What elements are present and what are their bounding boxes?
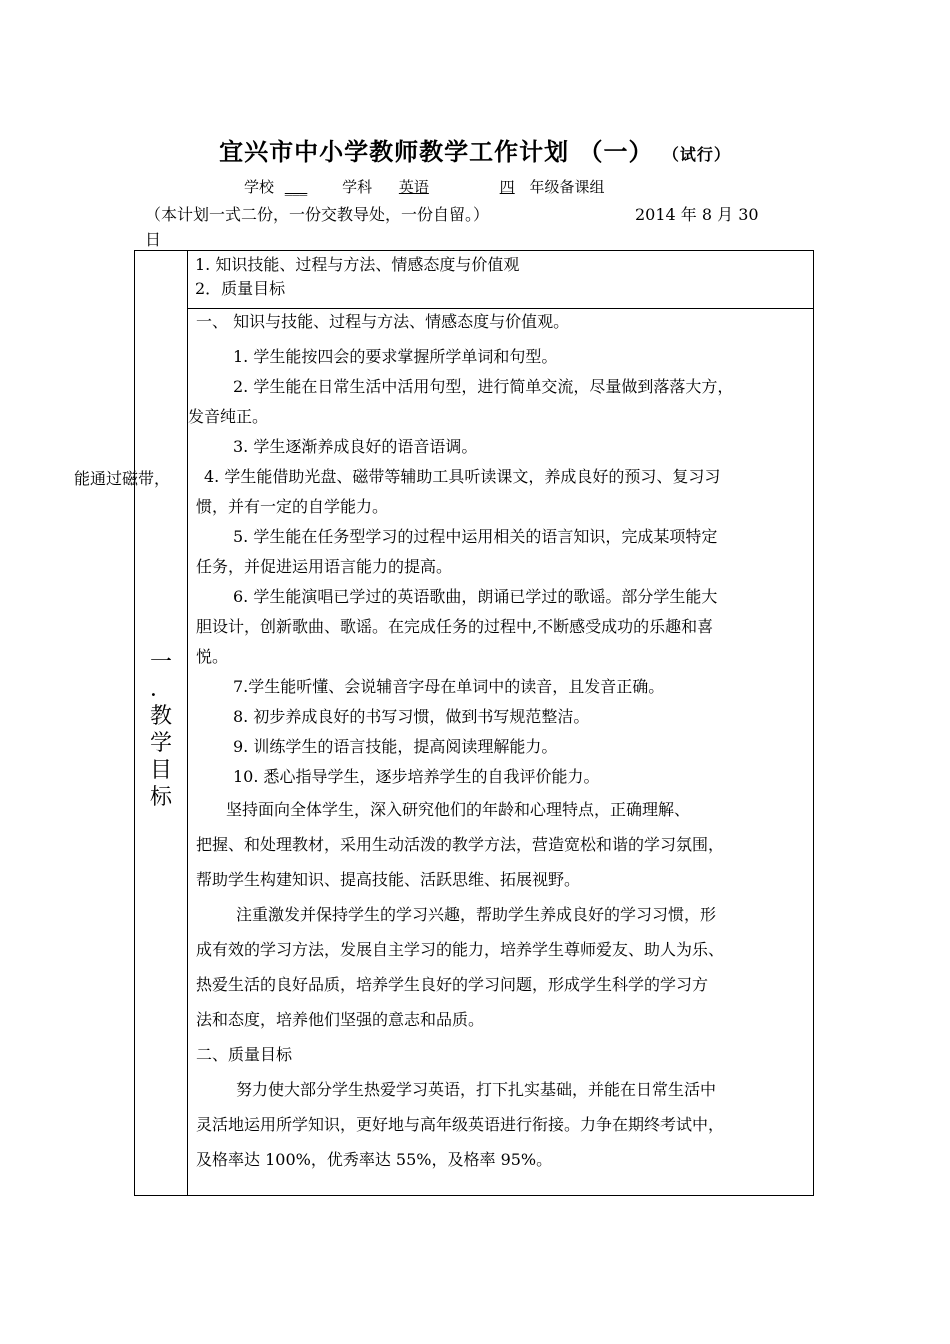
side-label-char: ． [149,677,172,702]
title-main: 宜兴市中小学教师教学工作计划 （一） [219,137,654,166]
header-line-2: 2．质量目标 [195,279,286,298]
paragraph-line: 及格率达 100%，优秀率达 55%，及格率 95%。 [196,1150,553,1169]
side-label-char: 教 [149,704,172,729]
list-item: 悦。 [196,647,229,666]
list-item: 5. 学生能在任务型学习的过程中运用相关的语言知识，完成某项特定 [233,527,718,546]
list-item: 任务，并促进运用语言能力的提高。 [196,557,453,576]
side-label-char: 标 [149,785,172,810]
side-label-char: 目 [149,758,172,783]
list-item: 6. 学生能演唱已学过的英语歌曲，朗诵已学过的歌谣。部分学生能大 [233,587,718,606]
school-value: ___ [284,178,308,196]
list-item: 4. 学生能借助光盘、磁带等辅助工具听读课文，养成良好的预习、复习习 [204,467,721,486]
paragraph-line: 努力使大部分学生热爱学习英语，打下扎实基础，并能在日常生活中 [236,1080,717,1099]
paragraph-line: 坚持面向全体学生，深入研究他们的年龄和心理特点，正确理解、 [226,800,691,819]
paragraph-line: 法和态度，培养他们坚强的意志和品质。 [196,1010,485,1029]
paragraph-line: 成有效的学习方法，发展自主学习的能力，培养学生尊师爱友、助人为乐、 [196,940,725,959]
title-sub: （试行） [662,145,731,164]
overflow-text: 能通过磁带， [74,469,171,488]
list-item: 10. 悉心指导学生，逐步培养学生的自我评价能力。 [233,767,600,786]
list-item: 7.学生能听懂、会说辅音字母在单词中的读音，且发音正确。 [233,677,665,696]
note-line [145,202,805,225]
list-item: 惯，并有一定的自学能力。 [196,497,389,516]
side-label-char: 学 [149,731,172,756]
side-label [143,649,179,811]
note-date: 2014 年 8 月 30 [635,205,759,224]
list-item: 9. 训练学生的语言技能，提高阅读理解能力。 [233,737,558,756]
paragraph-line: 注重激发并保持学生的学习兴趣，帮助学生养成良好的学习习惯，形 [236,905,717,924]
list-item: 胆设计，创新歌曲、歌谣。在完成任务的过程中,不断感受成功的乐趣和喜 [196,617,714,636]
note-day: 日 [145,230,162,249]
content-cell [188,307,810,1177]
list-item: 3. 学生逐渐养成良好的语音语调。 [233,437,478,456]
section2-title: 二、质量目标 [196,1045,293,1064]
section1-title: 一、 知识与技能、过程与方法、情感态度与价值观。 [196,312,570,331]
list-item: 2. 学生能在日常生活中活用句型，进行简单交流，尽量做到落落大方， [233,377,734,396]
side-label-char: 一 [149,650,172,675]
school-label: 学校 [244,178,275,196]
note-text: （本计划一式二份，一份交教导处，一份自留。） [145,205,490,224]
meta-line [244,176,604,197]
grade-value: 四 [499,178,515,196]
paragraph-line: 把握、和处理教材，采用生动活泼的教学方法，营造宽松和谐的学习氛围， [196,835,725,854]
document-title [0,132,950,167]
list-item: 发音纯正。 [188,407,269,426]
list-item: 8. 初步养成良好的书写习惯，做到书写规范整洁。 [233,707,590,726]
subject-value: 英语 [398,178,429,196]
paragraph-line: 帮助学生构建知识、提高技能、活跃思维、拓展视野。 [196,870,581,889]
subject-label: 学科 [342,178,373,196]
paragraph-line: 热爱生活的良好品质，培养学生良好的学习问题，形成学生科学的学习方 [196,975,709,994]
list-item: 1. 学生能按四会的要求掌握所学单词和句型。 [233,347,558,366]
paragraph-line: 灵活地运用所学知识，更好地与高年级英语进行衔接。力争在期终考试中， [196,1115,725,1134]
grade-suffix: 年级备课组 [529,178,605,196]
header-line-1: 1. 知识技能、过程与方法、情感态度与价值观 [195,255,520,274]
header-cell [195,253,519,301]
